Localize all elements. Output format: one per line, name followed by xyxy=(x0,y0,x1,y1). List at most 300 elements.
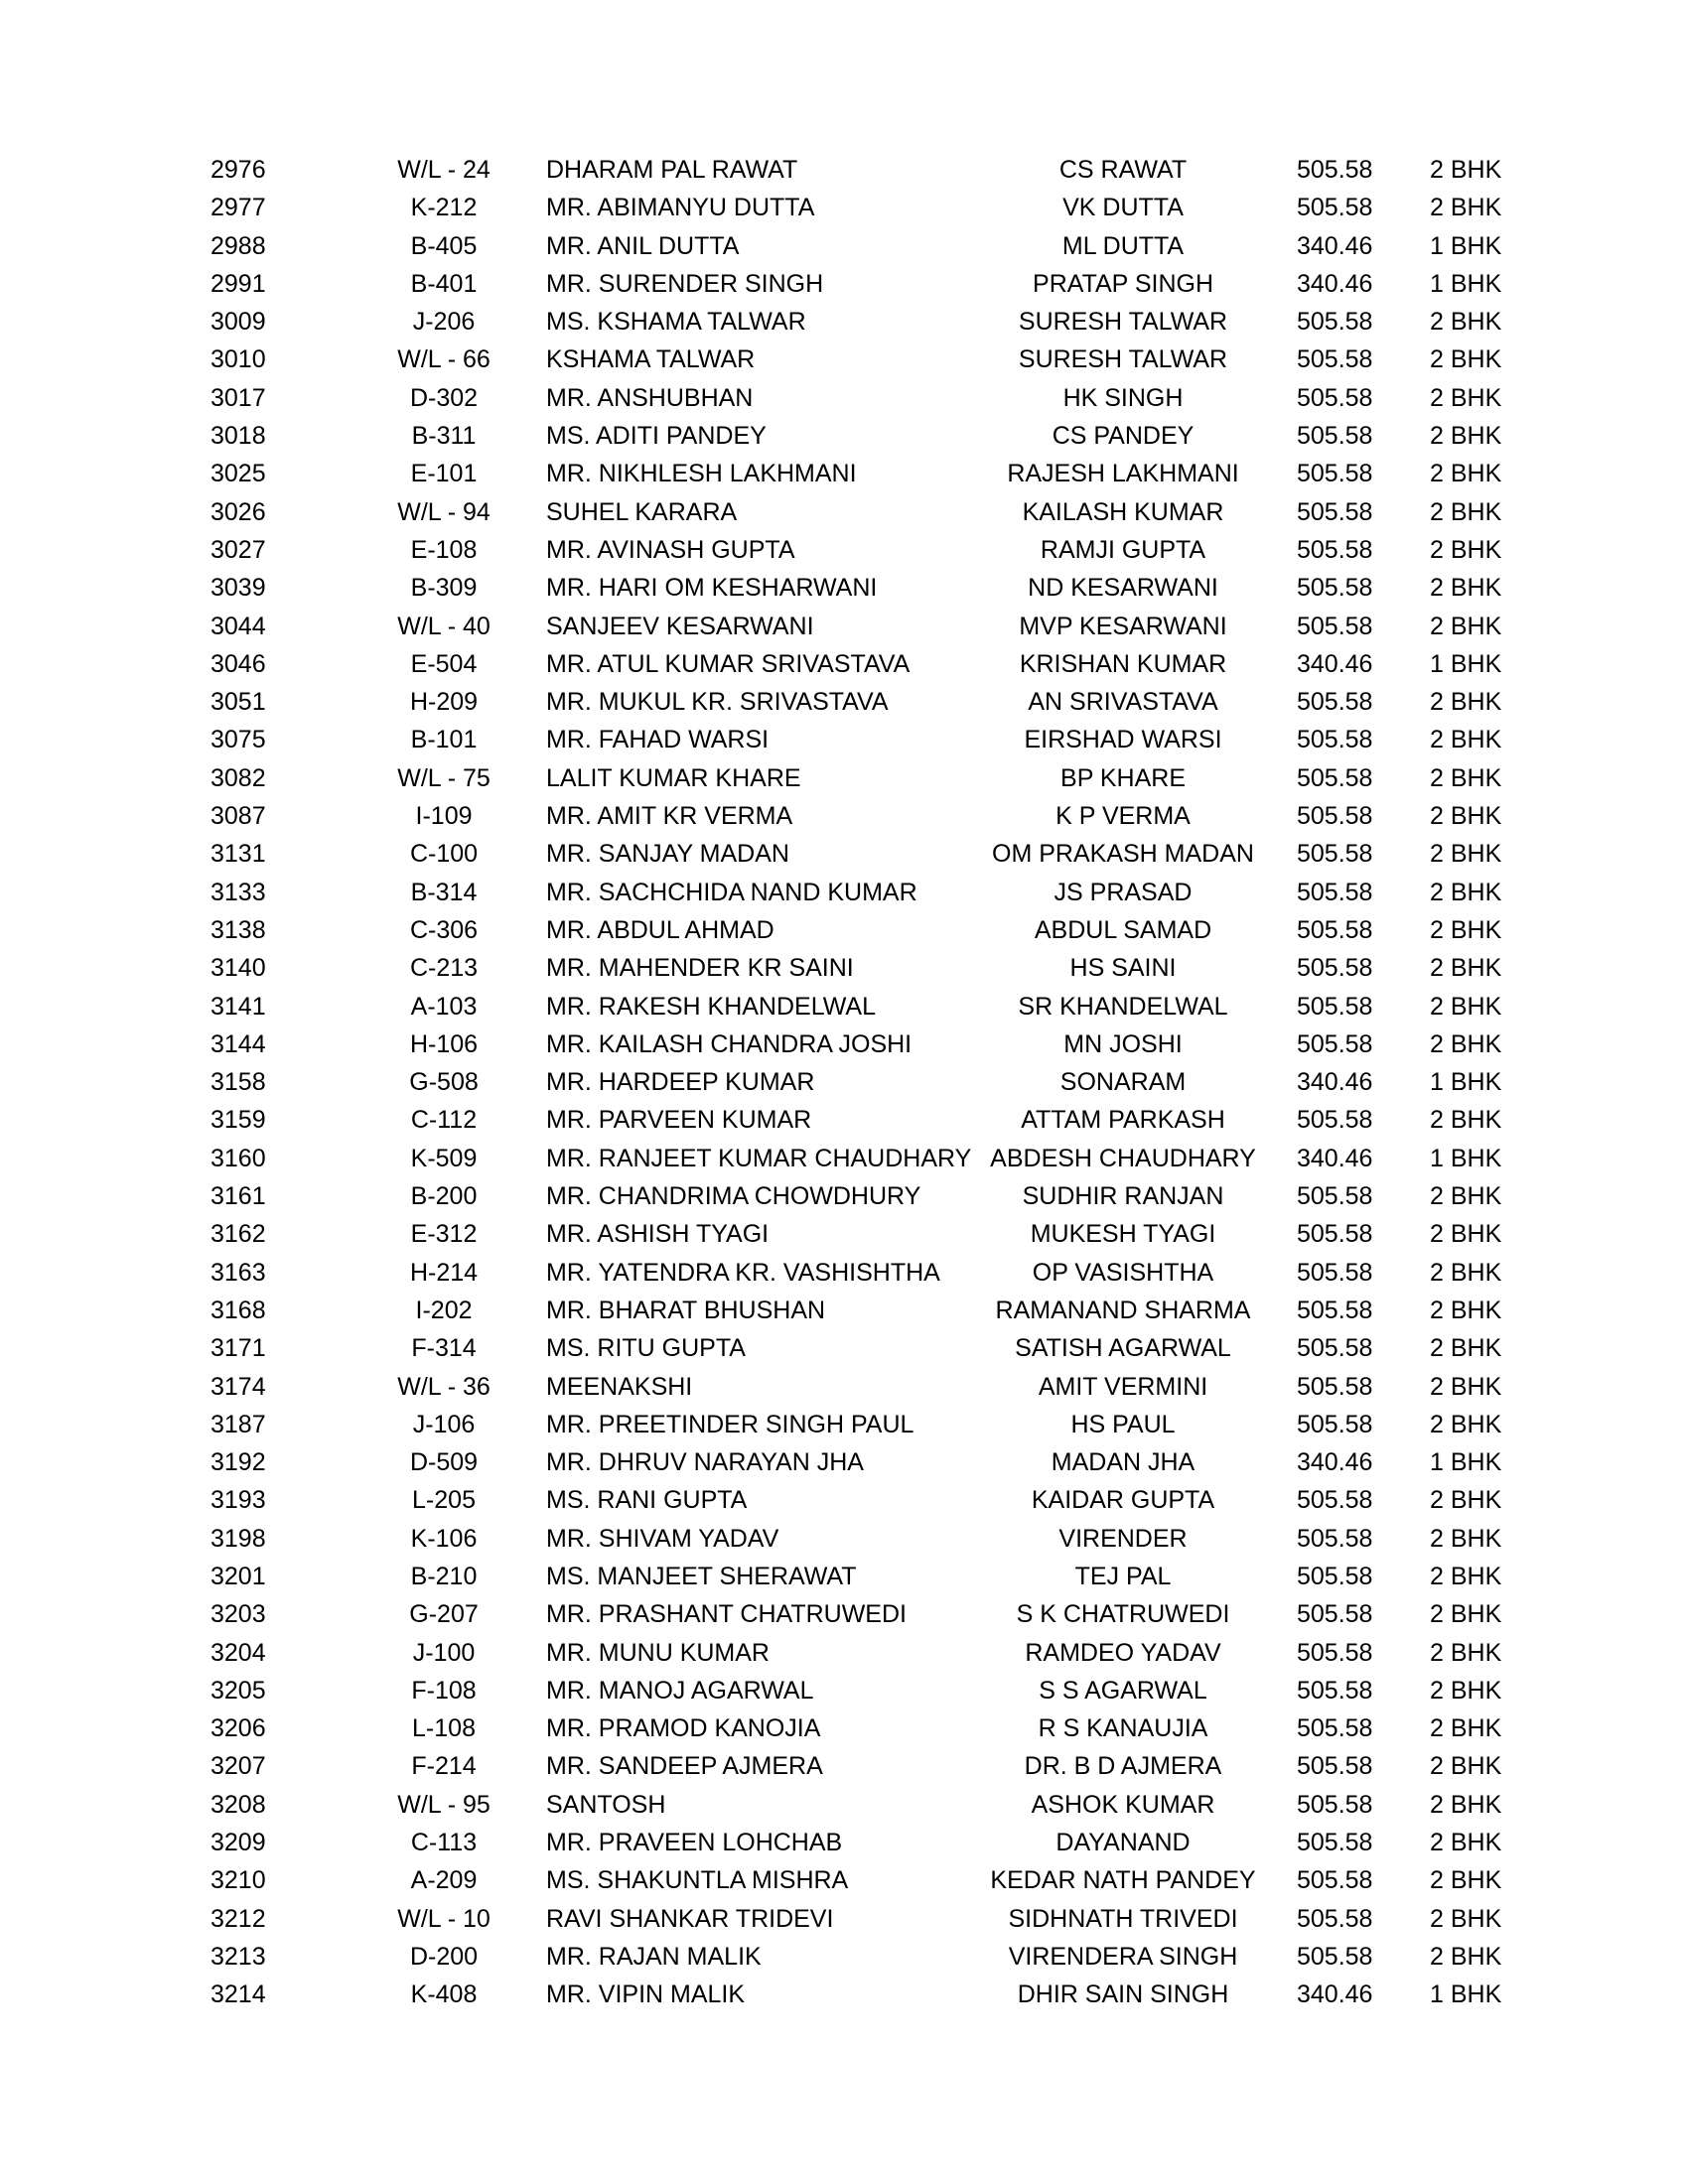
area: 505.58 xyxy=(1297,1182,1373,1211)
applicant-name: MR. SURENDER SINGH xyxy=(546,269,824,298)
flat-number: B-101 xyxy=(410,726,478,754)
table-row xyxy=(0,683,1688,721)
area: 505.58 xyxy=(1297,1866,1373,1895)
flat-number: W/L - 24 xyxy=(397,156,491,184)
father-name: KRISHAN KUMAR xyxy=(1019,649,1227,678)
flat-type: 2 BHK xyxy=(1430,1106,1502,1135)
area: 505.58 xyxy=(1297,574,1373,603)
area: 505.58 xyxy=(1297,308,1373,337)
applicant-name: MR. MAHENDER KR SAINI xyxy=(546,954,854,983)
table-row xyxy=(0,988,1688,1025)
flat-type: 1 BHK xyxy=(1430,1144,1502,1172)
serial-number: 3044 xyxy=(211,612,266,640)
flat-number: B-200 xyxy=(410,1182,478,1211)
area: 505.58 xyxy=(1297,194,1373,222)
applicant-name: MS. ADITI PANDEY xyxy=(546,422,767,451)
applicant-name: MR. ANIL DUTTA xyxy=(546,231,740,260)
flat-number: F-214 xyxy=(411,1752,477,1781)
father-name: SR KHANDELWAL xyxy=(1018,992,1228,1021)
applicant-name: MR. ABDUL AHMAD xyxy=(546,915,774,944)
table-row xyxy=(0,341,1688,378)
flat-type: 1 BHK xyxy=(1430,649,1502,678)
table-row xyxy=(0,151,1688,189)
flat-number: B-210 xyxy=(410,1562,478,1590)
flat-type: 2 BHK xyxy=(1430,308,1502,337)
flat-type: 2 BHK xyxy=(1430,1372,1502,1401)
area: 340.46 xyxy=(1297,269,1373,298)
serial-number: 3208 xyxy=(211,1790,266,1819)
serial-number: 3168 xyxy=(211,1296,266,1324)
father-name: VK DUTTA xyxy=(1062,194,1184,222)
father-name: RAMJI GUPTA xyxy=(1040,535,1206,564)
table-row xyxy=(0,1215,1688,1253)
father-name: SURESH TALWAR xyxy=(1018,345,1228,374)
table-row xyxy=(0,874,1688,911)
serial-number: 3140 xyxy=(211,954,266,983)
flat-number: E-108 xyxy=(410,535,478,564)
area: 505.58 xyxy=(1297,726,1373,754)
flat-type: 2 BHK xyxy=(1430,802,1502,831)
table-row xyxy=(0,379,1688,417)
father-name: BP KHARE xyxy=(1060,763,1186,792)
serial-number: 3163 xyxy=(211,1258,266,1287)
flat-type: 2 BHK xyxy=(1430,1334,1502,1363)
table-row xyxy=(0,1672,1688,1709)
father-name: EIRSHAD WARSI xyxy=(1024,726,1222,754)
father-name: MADAN JHA xyxy=(1051,1448,1196,1477)
applicant-name: MS. MANJEET SHERAWAT xyxy=(546,1562,857,1590)
flat-number: L-205 xyxy=(412,1486,476,1515)
father-name: SUDHIR RANJAN xyxy=(1022,1182,1224,1211)
applicant-name: MR. ANSHUBHAN xyxy=(546,383,754,412)
father-name: ABDUL SAMAD xyxy=(1034,915,1212,944)
serial-number: 3204 xyxy=(211,1638,266,1667)
table-row xyxy=(0,1634,1688,1672)
serial-number: 3214 xyxy=(211,1980,266,2009)
table-row xyxy=(0,797,1688,835)
serial-number: 3025 xyxy=(211,460,266,488)
flat-number: W/L - 94 xyxy=(397,497,491,526)
father-name: JS PRASAD xyxy=(1054,878,1193,906)
serial-number: 3201 xyxy=(211,1562,266,1590)
area: 505.58 xyxy=(1297,1562,1373,1590)
table-row xyxy=(0,1443,1688,1481)
father-name: ML DUTTA xyxy=(1061,231,1185,260)
flat-number: H-214 xyxy=(409,1258,479,1287)
area: 340.46 xyxy=(1297,1144,1373,1172)
applicant-name: MR. KAILASH CHANDRA JOSHI xyxy=(546,1029,913,1058)
area: 505.58 xyxy=(1297,1372,1373,1401)
serial-number: 2977 xyxy=(211,194,266,222)
table-row xyxy=(0,1786,1688,1824)
table-row xyxy=(0,455,1688,492)
father-name: DAYANAND xyxy=(1055,1829,1191,1857)
flat-number: D-302 xyxy=(409,383,479,412)
applicant-name: MR. MANOJ AGARWAL xyxy=(546,1676,814,1705)
father-name: SURESH TALWAR xyxy=(1018,308,1228,337)
area: 505.58 xyxy=(1297,1714,1373,1743)
serial-number: 3192 xyxy=(211,1448,266,1477)
flat-number: W/L - 40 xyxy=(397,612,491,640)
flat-type: 2 BHK xyxy=(1430,1600,1502,1629)
flat-number: C-113 xyxy=(410,1829,478,1857)
applicant-name: MR. NIKHLESH LAKHMANI xyxy=(546,460,857,488)
table-row xyxy=(0,608,1688,645)
flat-type: 2 BHK xyxy=(1430,1410,1502,1438)
father-name: DHIR SAIN SINGH xyxy=(1017,1980,1229,2009)
area: 505.58 xyxy=(1297,497,1373,526)
area: 340.46 xyxy=(1297,649,1373,678)
area: 505.58 xyxy=(1297,1410,1373,1438)
flat-number: E-504 xyxy=(410,649,478,678)
area: 505.58 xyxy=(1297,915,1373,944)
applicant-name: MR. PREETINDER SINGH PAUL xyxy=(546,1410,914,1438)
area: 340.46 xyxy=(1297,1068,1373,1097)
flat-type: 2 BHK xyxy=(1430,1029,1502,1058)
area: 505.58 xyxy=(1297,156,1373,184)
flat-number: J-100 xyxy=(412,1638,476,1667)
flat-type: 2 BHK xyxy=(1430,1714,1502,1743)
serial-number: 3209 xyxy=(211,1829,266,1857)
allotment-list xyxy=(0,151,1688,2014)
flat-type: 2 BHK xyxy=(1430,763,1502,792)
table-row xyxy=(0,1254,1688,1292)
applicant-name: MS. KSHAMA TALWAR xyxy=(546,308,806,337)
area: 505.58 xyxy=(1297,1904,1373,1933)
father-name: ATTAM PARKASH xyxy=(1021,1106,1225,1135)
serial-number: 3131 xyxy=(211,840,266,869)
father-name: OM PRAKASH MADAN xyxy=(992,840,1254,869)
serial-number: 3158 xyxy=(211,1068,266,1097)
area: 505.58 xyxy=(1297,688,1373,717)
applicant-name: MR. YATENDRA KR. VASHISHTHA xyxy=(546,1258,940,1287)
flat-type: 2 BHK xyxy=(1430,1790,1502,1819)
flat-type: 2 BHK xyxy=(1430,1676,1502,1705)
flat-type: 2 BHK xyxy=(1430,194,1502,222)
flat-type: 2 BHK xyxy=(1430,1904,1502,1933)
serial-number: 3193 xyxy=(211,1486,266,1515)
flat-number: E-101 xyxy=(410,460,478,488)
flat-number: C-112 xyxy=(410,1106,478,1135)
flat-number: J-206 xyxy=(412,308,476,337)
serial-number: 3010 xyxy=(211,345,266,374)
area: 505.58 xyxy=(1297,840,1373,869)
flat-type: 2 BHK xyxy=(1430,535,1502,564)
father-name: SATISH AGARWAL xyxy=(1015,1334,1231,1363)
father-name: VIRENDERA SINGH xyxy=(1008,1942,1238,1971)
father-name: CS PANDEY xyxy=(1052,422,1195,451)
applicant-name: MR. CHANDRIMA CHOWDHURY xyxy=(546,1182,921,1211)
area: 505.58 xyxy=(1297,763,1373,792)
table-row xyxy=(0,1861,1688,1899)
flat-type: 2 BHK xyxy=(1430,878,1502,906)
applicant-name: MR. RAJAN MALIK xyxy=(546,1942,762,1971)
area: 505.58 xyxy=(1297,1676,1373,1705)
applicant-name: MR. PRAVEEN LOHCHAB xyxy=(546,1829,843,1857)
applicant-name: SANTOSH xyxy=(546,1790,666,1819)
table-row xyxy=(0,189,1688,226)
serial-number: 3017 xyxy=(211,383,266,412)
father-name: VIRENDER xyxy=(1058,1524,1188,1553)
flat-type: 2 BHK xyxy=(1430,1258,1502,1287)
table-row xyxy=(0,1329,1688,1367)
area: 505.58 xyxy=(1297,1334,1373,1363)
applicant-name: MR. RANJEET KUMAR CHAUDHARY xyxy=(546,1144,972,1172)
father-name: S S AGARWAL xyxy=(1039,1676,1207,1705)
applicant-name: SANJEEV KESARWANI xyxy=(546,612,814,640)
serial-number: 3159 xyxy=(211,1106,266,1135)
table-row xyxy=(0,1063,1688,1101)
applicant-name: MS. RANI GUPTA xyxy=(546,1486,748,1515)
applicant-name: SUHEL KARARA xyxy=(546,497,738,526)
flat-number: D-200 xyxy=(409,1942,479,1971)
serial-number: 3212 xyxy=(211,1904,266,1933)
applicant-name: MS. RITU GUPTA xyxy=(546,1334,746,1363)
serial-number: 3087 xyxy=(211,802,266,831)
table-row xyxy=(0,645,1688,683)
applicant-name: MR. PRAMOD KANOJIA xyxy=(546,1714,821,1743)
flat-number: W/L - 95 xyxy=(397,1790,491,1819)
applicant-name: MR. PRASHANT CHATRUWEDI xyxy=(546,1600,907,1629)
flat-type: 2 BHK xyxy=(1430,688,1502,717)
flat-number: H-209 xyxy=(409,688,479,717)
flat-number: B-311 xyxy=(411,422,477,451)
table-row xyxy=(0,1900,1688,1938)
applicant-name: MR. AVINASH GUPTA xyxy=(546,535,795,564)
father-name: ASHOK KUMAR xyxy=(1031,1790,1215,1819)
area: 505.58 xyxy=(1297,992,1373,1021)
table-row xyxy=(0,1709,1688,1747)
area: 505.58 xyxy=(1297,1829,1373,1857)
applicant-name: MR. FAHAD WARSI xyxy=(546,726,770,754)
serial-number: 3138 xyxy=(211,915,266,944)
father-name: S K CHATRUWEDI xyxy=(1016,1600,1230,1629)
table-row xyxy=(0,1976,1688,2013)
table-row xyxy=(0,1595,1688,1633)
flat-type: 2 BHK xyxy=(1430,1942,1502,1971)
flat-number: F-314 xyxy=(411,1334,477,1363)
serial-number: 3027 xyxy=(211,535,266,564)
flat-number: I-202 xyxy=(415,1296,473,1324)
flat-type: 2 BHK xyxy=(1430,1486,1502,1515)
area: 505.58 xyxy=(1297,1638,1373,1667)
serial-number: 3009 xyxy=(211,308,266,337)
serial-number: 3075 xyxy=(211,726,266,754)
father-name: MVP KESARWANI xyxy=(1019,612,1227,640)
flat-number: B-405 xyxy=(410,231,478,260)
flat-type: 2 BHK xyxy=(1430,383,1502,412)
flat-type: 1 BHK xyxy=(1430,1068,1502,1097)
father-name: MUKESH TYAGI xyxy=(1030,1220,1216,1249)
serial-number: 3051 xyxy=(211,688,266,717)
table-row xyxy=(0,265,1688,303)
flat-type: 2 BHK xyxy=(1430,1866,1502,1895)
area: 505.58 xyxy=(1297,1752,1373,1781)
flat-number: W/L - 36 xyxy=(397,1372,491,1401)
table-row xyxy=(0,1025,1688,1063)
father-name: OP VASISHTHA xyxy=(1032,1258,1214,1287)
area: 505.58 xyxy=(1297,1600,1373,1629)
area: 505.58 xyxy=(1297,535,1373,564)
applicant-name: MR. SHIVAM YADAV xyxy=(546,1524,779,1553)
father-name: ND KESARWANI xyxy=(1028,574,1218,603)
flat-number: A-103 xyxy=(410,992,478,1021)
table-row xyxy=(0,911,1688,949)
applicant-name: MR. RAKESH KHANDELWAL xyxy=(546,992,877,1021)
flat-type: 2 BHK xyxy=(1430,1182,1502,1211)
flat-type: 2 BHK xyxy=(1430,497,1502,526)
father-name: SIDHNATH TRIVEDI xyxy=(1008,1904,1238,1933)
father-name: RAMDEO YADAV xyxy=(1025,1638,1221,1667)
flat-type: 2 BHK xyxy=(1430,1752,1502,1781)
table-row xyxy=(0,1481,1688,1519)
area: 505.58 xyxy=(1297,1029,1373,1058)
table-row xyxy=(0,949,1688,987)
flat-type: 2 BHK xyxy=(1430,1296,1502,1324)
flat-number: G-207 xyxy=(409,1600,479,1629)
area: 340.46 xyxy=(1297,1448,1373,1477)
serial-number: 3198 xyxy=(211,1524,266,1553)
table-row xyxy=(0,417,1688,455)
table-row xyxy=(0,1140,1688,1177)
flat-number: J-106 xyxy=(412,1410,476,1438)
table-row xyxy=(0,1938,1688,1976)
father-name: KAILASH KUMAR xyxy=(1022,497,1224,526)
table-row xyxy=(0,1177,1688,1215)
area: 505.58 xyxy=(1297,878,1373,906)
table-row xyxy=(0,303,1688,341)
serial-number: 3203 xyxy=(211,1600,266,1629)
serial-number: 3213 xyxy=(211,1942,266,1971)
flat-type: 2 BHK xyxy=(1430,1220,1502,1249)
flat-type: 1 BHK xyxy=(1430,231,1502,260)
serial-number: 3160 xyxy=(211,1144,266,1172)
serial-number: 3187 xyxy=(211,1410,266,1438)
area: 505.58 xyxy=(1297,383,1373,412)
applicant-name: MR. DHRUV NARAYAN JHA xyxy=(546,1448,864,1477)
flat-number: B-314 xyxy=(410,878,478,906)
serial-number: 3082 xyxy=(211,763,266,792)
applicant-name: MR. ATUL KUMAR SRIVASTAVA xyxy=(546,649,911,678)
table-row xyxy=(0,1292,1688,1329)
father-name: HS SAINI xyxy=(1069,954,1177,983)
flat-number: A-209 xyxy=(410,1866,478,1895)
flat-number: I-109 xyxy=(415,802,473,831)
table-row xyxy=(0,531,1688,569)
father-name: PRATAP SINGH xyxy=(1033,269,1213,298)
flat-type: 2 BHK xyxy=(1430,954,1502,983)
flat-type: 1 BHK xyxy=(1430,269,1502,298)
table-row xyxy=(0,1824,1688,1861)
table-row xyxy=(0,1558,1688,1595)
father-name: RAJESH LAKHMANI xyxy=(1007,460,1239,488)
serial-number: 3141 xyxy=(211,992,266,1021)
applicant-name: KSHAMA TALWAR xyxy=(546,345,756,374)
applicant-name: MR. MUKUL KR. SRIVASTAVA xyxy=(546,688,889,717)
table-row xyxy=(0,1368,1688,1406)
serial-number: 3144 xyxy=(211,1029,266,1058)
table-row xyxy=(0,1747,1688,1785)
table-row xyxy=(0,759,1688,797)
father-name: HS PAUL xyxy=(1070,1410,1176,1438)
serial-number: 3046 xyxy=(211,649,266,678)
area: 505.58 xyxy=(1297,1524,1373,1553)
father-name: R S KANAUJIA xyxy=(1038,1714,1208,1743)
applicant-name: MR. PARVEEN KUMAR xyxy=(546,1106,812,1135)
father-name: K P VERMA xyxy=(1055,802,1191,831)
applicant-name: MS. SHAKUNTLA MISHRA xyxy=(546,1866,849,1895)
area: 505.58 xyxy=(1297,1296,1373,1324)
applicant-name: MR. MUNU KUMAR xyxy=(546,1638,770,1667)
flat-type: 1 BHK xyxy=(1430,1980,1502,2009)
serial-number: 3026 xyxy=(211,497,266,526)
table-row xyxy=(0,1520,1688,1558)
area: 505.58 xyxy=(1297,460,1373,488)
flat-type: 2 BHK xyxy=(1430,1562,1502,1590)
serial-number: 3162 xyxy=(211,1220,266,1249)
flat-number: K-408 xyxy=(410,1980,478,2009)
applicant-name: RAVI SHANKAR TRIDEVI xyxy=(546,1904,834,1933)
father-name: ABDESH CHAUDHARY xyxy=(990,1144,1256,1172)
flat-number: K-106 xyxy=(410,1524,478,1553)
area: 505.58 xyxy=(1297,1790,1373,1819)
flat-number: W/L - 75 xyxy=(397,763,491,792)
father-name: SONARAM xyxy=(1059,1068,1187,1097)
applicant-name: MR. VIPIN MALIK xyxy=(546,1980,746,2009)
flat-type: 2 BHK xyxy=(1430,1829,1502,1857)
father-name: DR. B D AJMERA xyxy=(1024,1752,1222,1781)
area: 505.58 xyxy=(1297,612,1373,640)
area: 505.58 xyxy=(1297,954,1373,983)
applicant-name: MR. ABIMANYU DUTTA xyxy=(546,194,815,222)
area: 505.58 xyxy=(1297,422,1373,451)
flat-number: C-213 xyxy=(409,954,479,983)
applicant-name: MR. BHARAT BHUSHAN xyxy=(546,1296,826,1324)
area: 505.58 xyxy=(1297,1220,1373,1249)
father-name: KAIDAR GUPTA xyxy=(1031,1486,1215,1515)
serial-number: 2988 xyxy=(211,231,266,260)
flat-type: 1 BHK xyxy=(1430,1448,1502,1477)
area: 505.58 xyxy=(1297,802,1373,831)
flat-number: H-106 xyxy=(409,1029,479,1058)
flat-number: D-509 xyxy=(409,1448,479,1477)
area: 505.58 xyxy=(1297,1106,1373,1135)
flat-number: B-401 xyxy=(410,269,478,298)
serial-number: 2991 xyxy=(211,269,266,298)
flat-number: L-108 xyxy=(412,1714,476,1743)
flat-type: 2 BHK xyxy=(1430,156,1502,184)
flat-type: 2 BHK xyxy=(1430,460,1502,488)
father-name: MN JOSHI xyxy=(1063,1029,1183,1058)
area: 505.58 xyxy=(1297,1486,1373,1515)
applicant-name: LALIT KUMAR KHARE xyxy=(546,763,801,792)
father-name: AMIT VERMINI xyxy=(1038,1372,1208,1401)
applicant-name: MEENAKSHI xyxy=(546,1372,693,1401)
serial-number: 3171 xyxy=(211,1334,266,1363)
table-row xyxy=(0,569,1688,607)
table-row xyxy=(0,835,1688,873)
serial-number: 3161 xyxy=(211,1182,266,1211)
area: 340.46 xyxy=(1297,231,1373,260)
flat-number: C-306 xyxy=(409,915,479,944)
father-name: HK SINGH xyxy=(1062,383,1184,412)
applicant-name: MR. HARI OM KESHARWANI xyxy=(546,574,878,603)
applicant-name: MR. AMIT KR VERMA xyxy=(546,802,793,831)
area: 505.58 xyxy=(1297,345,1373,374)
area: 505.58 xyxy=(1297,1942,1373,1971)
serial-number: 2976 xyxy=(211,156,266,184)
flat-number: B-309 xyxy=(410,574,478,603)
